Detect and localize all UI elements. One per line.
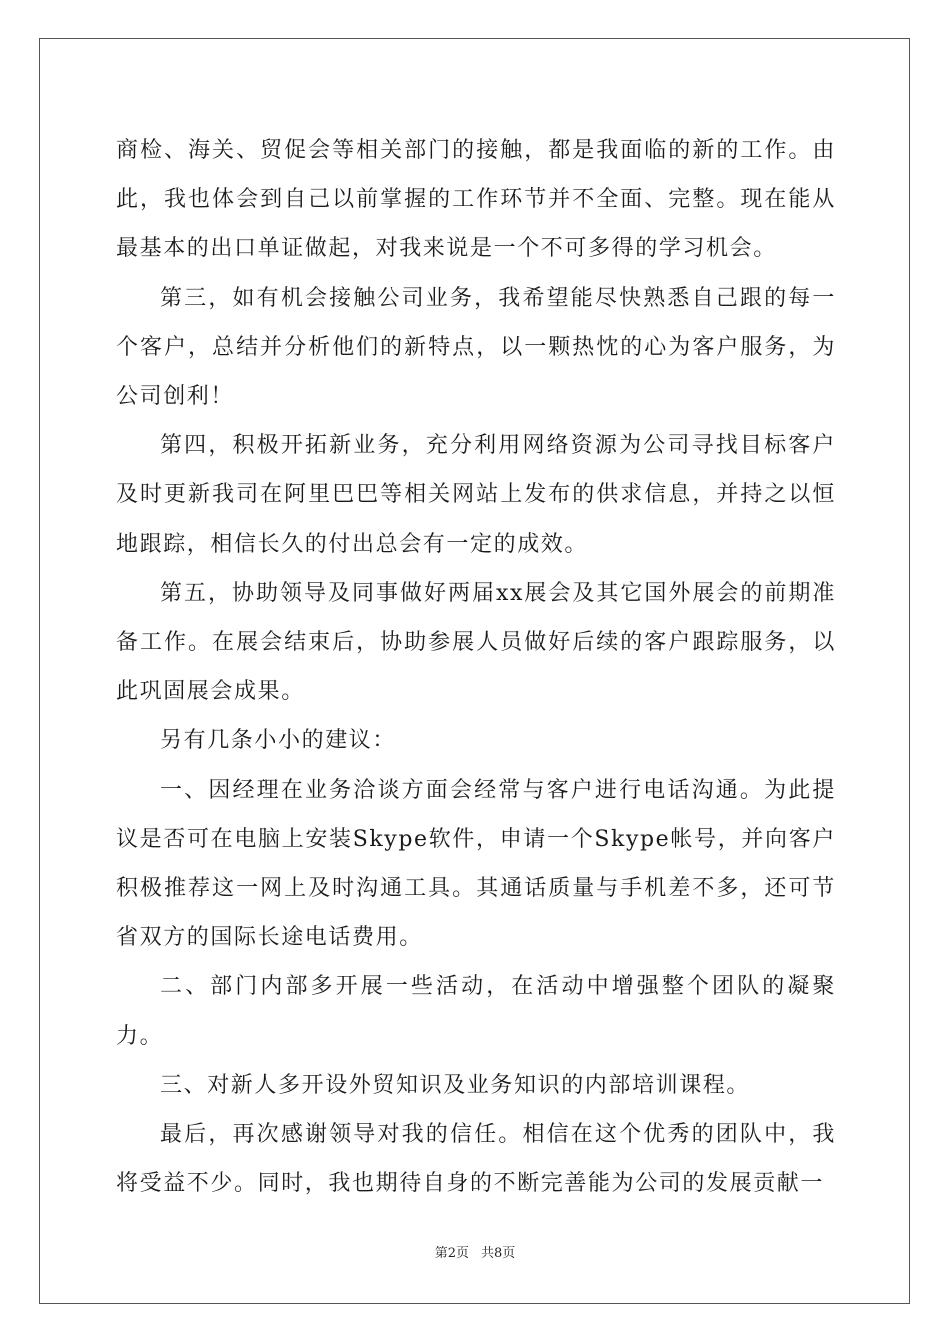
paragraph-7: 二、部门内部多开展一些活动，在活动中增强整个团队的凝聚力。 [116,974,836,1049]
page-number: 第2页 [434,1246,469,1261]
paragraph-6: 一、因经理在业务洽谈方面会经常与客户进行电话沟通。为此提议是否可在电脑上安装Skype软件，申请一个Skype帐号，并向客户积极推荐这一网上及时沟通工具。其通话质量与手机差不多，还可节省双方的国际长途电话费用。 [116,777,836,951]
document-body [116,126,836,1208]
paragraph-1: 商检、海关、贸促会等相关部门的接触，都是我面临的新的工作。由此，我也体会到自己以前掌握的工作环节并不全面、完整。现在能从最基本的出口单证做起，对我来说是一个不可多得的学习机会。 [116,138,836,262]
paragraph-9: 最后，再次感谢领导对我的信任。相信在这个优秀的团队中，我将受益不少。同时，我也期待自身的不断完善能为公司的发展贡献一 [116,1122,836,1197]
paragraph-2: 第三，如有机会接触公司业务，我希望能尽快熟悉自己跟的每一个客户，总结并分析他们的新特点，以一颗热忱的心为客户服务，为公司创利！ [116,285,836,410]
paragraph-5: 另有几条小小的建议： [160,728,397,754]
page-footer [0,1245,950,1263]
page-total: 共8页 [481,1246,516,1261]
paragraph-8: 三、对新人多开设外贸知识及业务知识的内部培训课程。 [160,1072,751,1098]
paragraph-3: 第四，积极开拓新业务，充分利用网络资源为公司寻找目标客户及时更新我司在阿里巴巴等相关网站上发布的供求信息，并持之以恒地跟踪，相信长久的付出总会有一定的成效。 [116,433,836,557]
paragraph-4: 第五，协助领导及同事做好两届xx展会及其它国外展会的前期准备工作。在展会结束后，协助参展人员做好后续的客户跟踪服务，以此巩固展会成果。 [116,580,836,705]
